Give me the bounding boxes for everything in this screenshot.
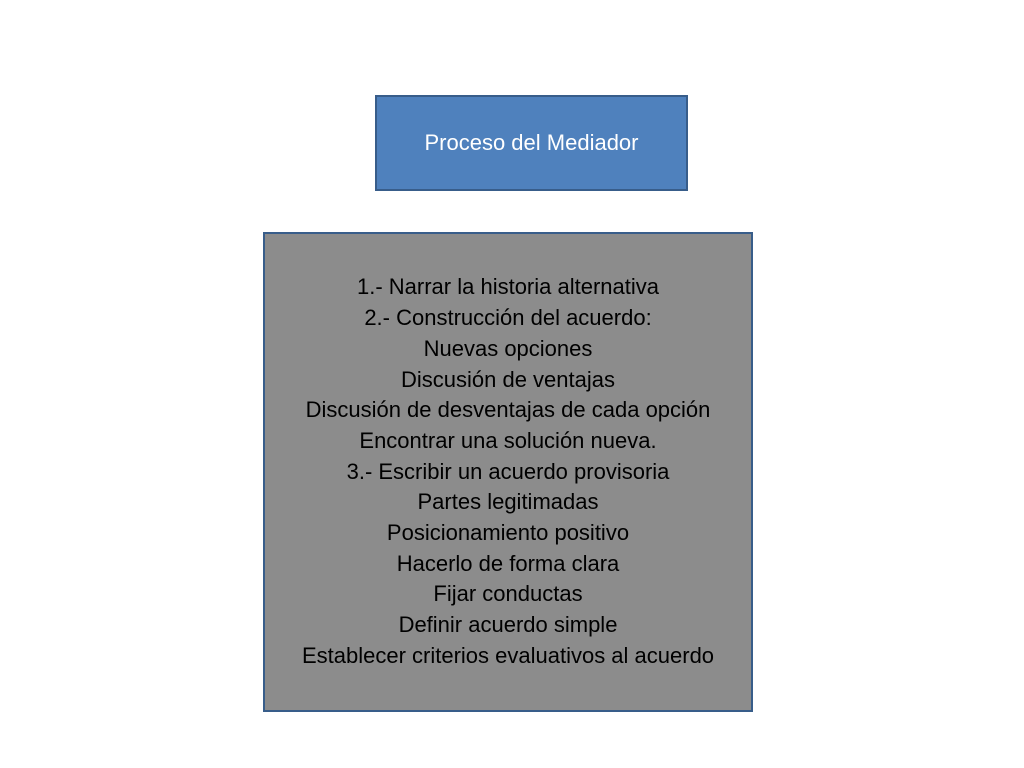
process-steps-box [263,232,753,712]
step-line: Establecer criterios evaluativos al acuerdo [301,642,715,668]
step-line: 2.- Construcción del acuerdo: [364,305,652,331]
step-line: Hacerlo de forma clara [396,550,620,576]
step-line: Discusión de ventajas [400,366,615,392]
step-line: 1.- Narrar la historia alternativa [356,274,659,300]
step-line: Nuevas opciones [423,335,593,361]
step-line: Definir acuerdo simple [398,612,618,638]
step-line: Posicionamiento positivo [386,520,630,546]
process-title-box [375,95,688,191]
step-line: Partes legitimadas [417,489,599,515]
process-steps-list [302,272,714,671]
step-line: Encontrar una solución nueva. [359,427,657,453]
step-line: 3.- Escribir un acuerdo provisoria [346,458,670,484]
step-line: Discusión de desventajas de cada opción [305,397,711,423]
process-title: Proceso del Mediador [424,130,639,155]
step-line: Fijar conductas [433,581,583,607]
